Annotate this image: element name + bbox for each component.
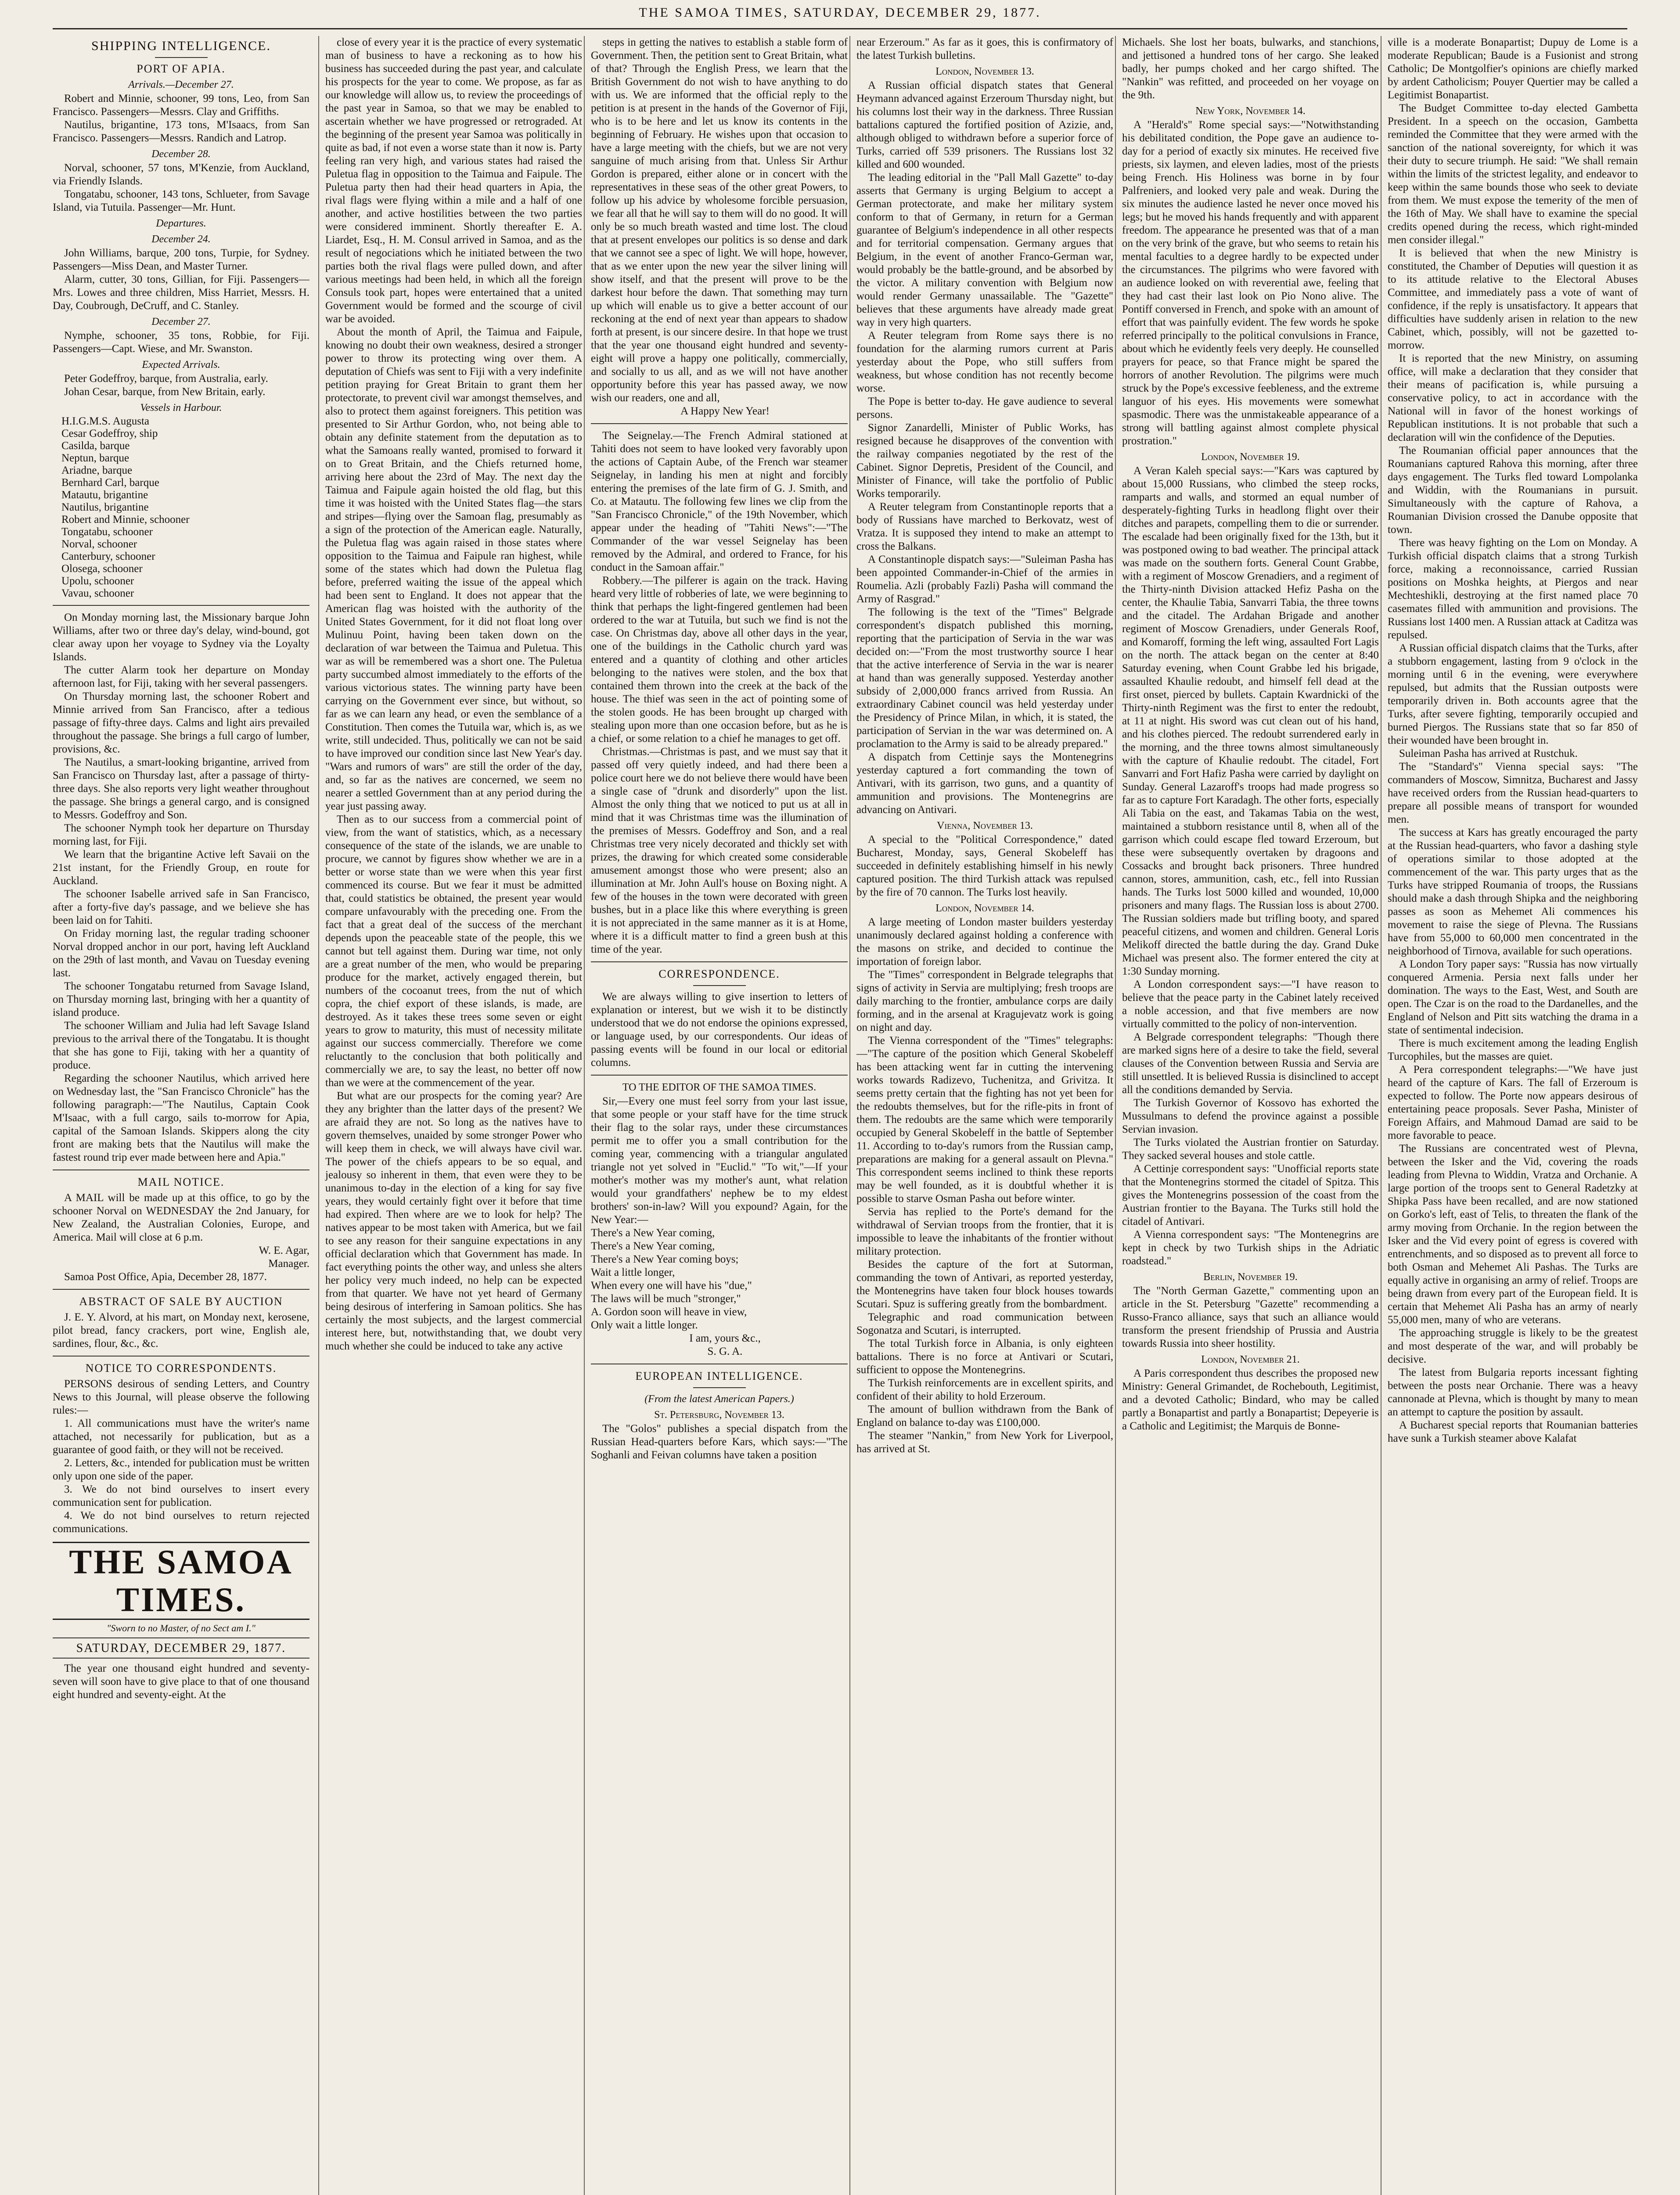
local-news: On Friday morning last, the regular trading schooner Norval dropped anchor in our port, having left Auckland on the 29th of last month, and Vavau on Tuesday evening last. [53,928,309,979]
news-paragraph: A Constantinople dispatch says:—"Suleiman Pasha has been appointed Commander-in-Chief of the armies in Roumelia. Azli (probably Fazli) Pasha will command the Army of Rasgrad." [856,554,1113,605]
expected-entry: Johan Cesar, barque, from New Britain, early. [64,386,266,398]
departures-date: December 27. [151,316,211,327]
verse-line: Wait a little longer, [591,1267,675,1278]
news-paragraph: The "Golos" publishes a special dispatch from the Russian Head-quarters before Kars, which says:—"The Soghanli and Feivan columns have taken a position [591,1423,848,1461]
letter-close: I am, yours &c., [689,1332,761,1344]
arrivals-heading: Arrivals.—December 27. [128,79,234,90]
news-paragraph: It is reported that the new Ministry, on assuming office, will make a declaration that they consider that their means of pacification is, while pursuing a conservative policy, to act in accordance with the National will in favor of the honest workings of Republican institutions. It is not probable that such a declaration will win the confidence of the Deputies. [1388,353,1638,443]
news-paragraph: The latest from Bulgaria reports incessant fighting between the posts near Orchanie. There was a heavy cannonade at Plevna, which is thought by many to mean an attempt to capture the position by assault. [1388,1367,1638,1418]
vessel-list [53,415,309,600]
arrival-entry: Nautilus, brigantine, 173 tons, M'Isaacs, from San Francisco. Passengers—Messrs. Randich and Latrop. [53,119,309,144]
divider [693,985,746,986]
verse-line: When every one will have his "due," [591,1280,752,1292]
local-news: Regarding the schooner Nautilus, which arrived here on Wednesday last, the "San Francisco Chronicle" has the following paragraph:—"The Nautilus, Captain Cook M'Isaac, with a full cargo, sails to-morrow for Apia, capital of the Samoan Islands. Skippers along the city front are making bets that the Nautilus will make the fastest round trip ever made between here and Apia." [53,1072,309,1163]
expected-entry: Peter Godeffroy, barque, from Australia, early. [64,373,268,385]
news-paragraph: The Turkish reinforcements are in excellent spirits, and confident of their ability to hold Erzeroum. [856,1377,1113,1402]
news-paragraph: A Reuter telegram from Constantinople reports that a body of Russians have marched to Berkovatz, west of Vratza. It is supposed they intend to make an attempt to cross the Balkans. [856,501,1113,552]
local-news: The schooner Isabelle arrived safe in San Francisco, after a forty-five day's passage, and we believe she has been laid on for Tahiti. [53,888,309,926]
vessel-item: Upolu, schooner [61,575,134,587]
local-news: The cutter Alarm took her departure on Monday afternoon last, for Fiji, taking with her several passengers. [53,664,309,689]
vessel-item: Neptun, barque [61,452,130,464]
local-news: The schooner Tongatabu returned from Savage Island, on Thursday morning last, bringing with her a quantity of island produce. [53,980,309,1018]
local-news: On Monday morning last, the Missionary barque John Williams, after two or three day's delay, wind-bound, got clear away upon her voyage to Sydney via the Loyalty Islands. [53,612,309,663]
masthead: THE SAMOA TIMES. [53,1542,309,1620]
news-paragraph: The "North German Gazette," commenting upon an article in the St. Petersburg "Gazette" recommending a Russo-Franco alliance, says that such an alliance would transform the present friendship of Prussia and Austria towards Russia into sheer hostility. [1122,1285,1379,1349]
local-news: The Seignelay.—The French Admiral stationed at Tahiti does not seem to have looked very favorably upon the actions of Captain Aube, of the French war steamer Seignelay, in landing his men at night and forcibly entering the premises of the late firm of G. J. Smith, and Co. at Matautu. The following few lines we clip from the "San Francisco Chronicle," of the 19th November, which appear under the heading of "Tahiti News":—"The Commander of the war vessel Seignelay has been removed by the Admiral, and ordered to France, for his conduct in the Samoan affair." [591,430,848,573]
editorial-paragraph: The year one thousand eight hundred and seventy-seven will soon have to give place to that of one thousand eight hundred and seventy-eight. At the [53,1662,309,1701]
vessel-item: H.I.G.M.S. Augusta [61,415,150,427]
column-5 [1115,36,1379,2195]
arrival-entry: Tongatabu, schooner, 143 tons, Schlueter, from Savage Island, via Tutuila. Passenger—Mr. Hunt. [53,188,309,213]
divider [591,423,848,424]
departures-heading: Departures. [156,218,206,229]
news-paragraph: A London correspondent says:—"I have reason to believe that the peace party in the Cabinet lately received a noble accession, and that five members are now virtually committed to the policy of non-intervention. [1122,979,1379,1030]
news-paragraph: Signor Zanardelli, Minister of Public Works, has resigned because he disapproves of the convention with the railway companies negotiated by the rest of the Cabinet. Signor Depretis, President of the Council, and Minister of Finance, will take the portfolio of Public Works temporarily. [856,422,1113,500]
news-paragraph: The steamer "Nankin," from New York for Liverpool, has arrived at St. [856,1430,1113,1455]
head-rule [53,28,1627,29]
mail-notice-text: A MAIL will be made up at this office, to go by the schooner Norval on WEDNESDAY the 2nd January, for New Zealand, the Australian Colonies, Europe, and America. Mail will close at 6 p.m. [53,1192,309,1243]
departures-date: December 24. [151,234,211,245]
editorial-paragraph: Then as to our success from a commercial point of view, from the want of statistics, which, as a necessary consequence of the state of the islands, we are unable to procure, we cannot by figures show whether we are in a better or worse state than we were when this year first commenced its course. But we fear it must be admitted that, could statistics be obtained, the present year would compare unfavourably with the preceding one. From the fact that a great deal of the success of the merchant depends upon the peaceable state of the people, this we cannot but tell against them. During war time, not only are a great number of the men, who would be preparing produce for the market, actively engaged therein, but numbers of the cocoanut trees, from the nut of which copra, the chief export of these islands, is made, are destroyed. As it takes these trees some seven or eight years to grow to maturity, this must of necessity militate against our success commercially. Therefore we come reluctantly to the conclusion that both politically and commercially we are, to say the least, no better off now than we were at the commencement of the year. [325,813,582,1089]
notice-rule: 1. All communications must have the writer's name attached, not necessarily for publication, but as a guarantee of good faith, or they will not be received. [53,1418,309,1456]
news-paragraph: A dispatch from Cettinje says the Montenegrins yesterday captured a fort commanding the town of Antivari, with its garrison, two guns, and a quantity of ammunition and provisions. The Montenegrins are advancing on Antivari. [856,751,1113,816]
news-paragraph: There is much excitement among the leading English Turcophiles, but the masses are quiet. [1388,1037,1638,1062]
verse-line: A. Gordon soon will heave in view, [591,1306,747,1318]
mail-signature-title: Manager. [268,1258,309,1270]
divider [591,961,848,962]
dateline: New York, November 14. [1195,105,1306,117]
vessel-item: Casilda, barque [61,440,130,452]
dateline: London, November 14. [935,903,1034,914]
news-paragraph: A Pera correspondent telegraphs:—"We have just heard of the capture of Kars. The fall of Erzeroum is expected to follow. The Porte now appears desirous of entertaining peace proposals. Sever Pasha, Minister of Foreign Affairs, and Mahmoud Damad are said to be more favorable to peace. [1388,1064,1638,1141]
verse-line: The laws will be much "stronger," [591,1293,741,1305]
news-paragraph: Telegraphic and road communication between Sogonatza and Scutari, is interrupted. [856,1311,1113,1336]
news-paragraph: The Budget Committee to-day elected Gambetta President. In a speech on the occasion, Gambetta reminded the Committee that they were armed with the sanction of the national sovereignty, for which it was their duty to secure triumph. He said: "We shall remain within the limits of the strictest legality, and endeavor to keep within the same bounds those who seek to deviate from them. We must expose the temerity of the men of the 16th of May. We shall have to examine the special credits opened during the recess, which right-minded men consider illegal." [1388,102,1638,246]
vessel-item: Olosega, schooner [61,563,143,575]
news-paragraph: The Turkish Governor of Kossovo has exhorted the Mussulmans to defend the province against a possible Servian invasion. [1122,1097,1379,1135]
departure-entry: John Williams, barque, 200 tons, Turpie, for Sydney. Passengers—Miss Dean, and Master Turner. [53,247,309,272]
news-paragraph: There was heavy fighting on the Lom on Monday. A Turkish official dispatch claims that a strong Turkish force, making a reconnoissance, carried Russian positions on Moshka heights, at Piergos and near Mechteshikli, destroying at the first named place 70 casemates filled with ammunition and provisions. The Russians lost 1400 men. A Russian attack at Caditza was repulsed. [1388,537,1638,641]
vessel-item: Ariadne, barque [61,464,133,476]
verse-line: There's a New Year coming, [591,1227,715,1239]
correspondence-title: CORRESPONDENCE. [658,968,780,980]
arrivals-date: December 28. [151,148,211,160]
local-news: We learn that the brigantine Active left Savaii on the 21st instant, for the Friendly Group, en route for Auckland. [53,849,309,887]
news-paragraph: The success at Kars has greatly encouraged the party at the Russian head-quarters, who favor a dashing style of operations similar to those adopted at the commencement of the war. This party urges that as the Turks have stripped Roumania of troops, the Russians should make a dash through Shipka and the neighboring passes as soon as Mehemet Ali commences his movement to raise the siege of Plevna. The Russians have from 55,000 to 60,000 men concentrated in the neighborhood of Tirnova, available for such operations. [1388,827,1638,957]
vessel-item: Matautu, brigantine [61,489,148,501]
verse-line: There's a New Year coming, [591,1240,715,1252]
news-paragraph: The leading editorial in the "Pall Mall Gazette" to-day asserts that Germany is urging Belgium to accept a German protectorate, and make her military system conform to that of Germany, in return for a German guarantee of Belgium's independence in all other respects and for territorial compensation. Germany argues that Belgium, in the event of another Franco-German war, would probably be the battle-ground, and be absorbed by the victor. A military convention with Belgium now would render Germany unassailable. The "Gazette" believes that these arguments have already made great way in very high quarters. [856,172,1113,328]
dateline: Berlin, November 19. [1203,1271,1298,1283]
news-paragraph: ville is a moderate Bonapartist; Dupuy de Lome is a moderate Republican; Baude is a Fusionist and strong Catholic; De Montgolfier's opinions are chiefly marked by ardent Catholicism; Pouyer Quertier may be called a Legitimist Bonapartist. [1388,36,1638,101]
column-3 [584,36,848,2195]
local-news: The schooner William and Julia had left Savage Island previous to the arrival there of the Tongatabu. It is thought that she has gone to Fiji, taking with her a quantity of produce. [53,1020,309,1071]
divider [591,1075,848,1076]
news-paragraph: A special to the "Political Correspondence," dated Bucharest, Monday, says, General Skobeleff has succeeded in definitely establishing himself in his newly captured position. The third Turkish attack was repulsed by the fire of 70 cannon. The Turks lost heavily. [856,834,1113,898]
editorial-paragraph: close of every year it is the practice of every systematic man of business to have a reckoning as to how his business has succeeded during the past year, and calculate his prospects for the year to come. We propose, as far as our knowledge will allow us, to review the proceedings of the past year in Samoa, so that we may be enabled to ascertain whether we have progressed or retrograded. At the beginning of the present year Samoa was politically in quite as bad, if not even a worse state than it now is. Party feeling ran very high, and various states had raised the Puletua flag in opposition to the Taimua and Faipule. The Puletua party then had their head quarters in Apia, the rival flags were flying within a mile and a half of one another, and active hostilities between the two parties were considered imminent. Shortly thereafter E. A. Liardet, Esq., H. M. Consul arrived in Samoa, and as the result of negociations which he initiated between the two parties both the rival flags were pulled down, and after various meetings had been held, in which all the foreign Consuls took part, hopes were entertained that a united Government would be formed and the scourge of civil war be avoided. [325,36,582,325]
news-paragraph: The Pope is better to-day. He gave audience to several persons. [856,396,1113,421]
verse-line: Only wait a little longer. [591,1319,698,1331]
notice-rule: 2. Letters, &c., intended for publication must be written only upon one side of the paper. [53,1457,309,1482]
dateline: London, November 19. [1201,451,1300,463]
local-news: Christmas.—Christmas is past, and we must say that it passed off very quietly indeed, and had there been a police court here we do not believe there would have been a single case of "drunk and disorderly" upon the list. Almost the only thing that we noticed to put us at all in mind that it was Christmas time was the illumination of the premises of Messrs. Godeffroy and Son, and a real Christmas tree very nicely decorated and thickly set with prizes, the drawing for which created some considerable amusement amongst those who were present; also an illumination at Mr. John Aull's house on Boxing night. A few of the houses in the town were decorated with green bushes, but in a place like this where everything is green it is not appreciated in the same manner as it is at Home, where it is a difficult matter to find a green bush at this time of the year. [591,746,848,955]
column-1 [53,36,309,2195]
news-paragraph: A Belgrade correspondent telegraphs: "Though there are marked signs here of a desire to take the field, several clauses of the Convention between Russia and Servia are still unsettled. It is believed Russia is disinclined to accept all the conditions demanded by Servia. [1122,1031,1379,1096]
vessel-item: Tongatabu, schooner [61,526,153,538]
news-paragraph: A Bucharest special reports that Roumanian batteries have sunk a Turkish steamer above Kalafat [1388,1419,1638,1444]
news-paragraph: The Turks violated the Austrian frontier on Saturday. They sacked several houses and stole cattle. [1122,1137,1379,1162]
column-4 [849,36,1113,2195]
dateline: London, November 13. [935,66,1034,77]
mail-signature-name: W. E. Agar, [259,1245,309,1256]
news-paragraph: The amount of bullion withdrawn from the Bank of England on balance to-day was £100,000. [856,1403,1113,1429]
divider [53,605,309,606]
editorial-paragraph: About the month of April, the Taimua and Faipule, knowing no doubt their own weakness, desired a stronger power to throw its protecting wing over them. A deputation of Chiefs was sent to Fiji with a very indefinite petition praying for Great Britain to grant them her protectorate, to prevent civil war amongst themselves, and also to protect them against foreigners. This petition was presented to Sir Arthur Gordon, who, not being able to obtain any definite statement from the deputation as to what the Samoans really wanted, promised to forward it on to Great Britain, and the Chiefs returned home, arriving here about the 23rd of May. The next day the Taimua and Faipule again hoisted the old flag, but this time it was hoisted with the United States flag—the stars and stripes—flying over the Samoan flag, presumably as a sign of the protection of the American eagle. Naturally, the Puletua flag was again raised in those states where opposition to the Taimua and Faipule ran highest, while some of the states which had down the Puletua flag before, preferred waiting the issue of the appeal which had been sent to England. It does not appear that the American flag was hoisted with the authority of the United States Government, for it did not float long over Mulinuu Point, having been taken down on the declaration of war between the Taimua and Puletua. This war as will be remembered was a short one. The Puletua party succumbed almost immediately to the efforts of the various victorious states. The winning party have been carrying on the Government ever since, but without, so far as we can learn any head, or even the semblance of a Constitution. Then comes the Tutuila war, which is, as we write, still undecided. Thus, politically we can not be said to have improved our condition since last New Year's day. "Wars and rumors of wars" are still the order of the day, and, so far as the natives are concerned, we seem no nearer a settled Government than at any period during the year just passing away. [325,326,582,812]
news-paragraph: The "Standard's" Vienna special says: "The commanders of Moscow, Simnitza, Bucharest and Jassy have received orders from the Russian head-quarters to prepare all possible means of transport for wounded men. [1388,761,1638,825]
news-paragraph: It is believed that when the new Ministry is constituted, the Chamber of Deputies will question it as to its attitude relative to the Electoral Abuses Committee, and immediately pass a vote of want of confidence, if the reply is unsatisfactory. It appears that difficulties have suddenly arisen in relation to the new Cabinet, which, possibly, will not be gazetted to-morrow. [1388,247,1638,351]
news-paragraph: A "Herald's" Rome special says:—"Notwithstanding his debilitated condition, the Pope gave an audience to-day for a period of exactly six minutes. He received five priests, six laymen, and eleven ladies, most of the priests being French. His Holiness was borne in by four Palfreniers, and looked very pale and weak. During the six minutes the audience lasted he never once moved his legs; but he moved his hands frequently and with apparent freedom. The appearance he presented was that of a man on the very brink of the grave, but who seems to retain his mental faculties to a degree hardly to be expected under the circumstances. The pilgrims who were favored with an audience looked on with reverential awe, feeling that they had cast their last look on Pio Nono alive. The Pontiff conversed in French, and spoke with an amount of effort that was painfully evident. The few words he spoke referred principally to the political convulsions in France, about which he evidently feels very deeply. He counselled prayers for peace, so that France might be spared the horrors of another Revolution. The pilgrims were much struck by the Pope's excessive feebleness, and the extreme languor of his eyes. His movements were somewhat spasmodic. There was the unmistakeable appearance of a strong will battling against almost complete physical prostration." [1122,119,1379,447]
news-paragraph: Servia has replied to the Porte's demand for the withdrawal of Servian troops from the frontier, that it is impossible to leave the inhabitants of the frontier without military protection. [856,1206,1113,1257]
motto: "Sworn to no Master, of no Sect am I." [53,1622,309,1638]
news-paragraph: A London Tory paper says: "Russia has now virtually conquered Armenia. Persia next falls under her domination. The ways to the East, West, and South are open. The Czar is on the road to the Dardanelles, and the England of Nelson and Pitt sits watching the drama in a state of sentimental indecision. [1388,958,1638,1036]
columns [53,36,1636,2195]
news-paragraph: The Russians are concentrated west of Plevna, between the Isker and the Vid, covering the roads leading from Plevna to Widdin, Vratza and Orchanie. A large portion of the troops sent to General Radetzky at Shipka Pass have been recalled, and are now stationed on Gorko's left, east of Telis, to threaten the flank of the army moving from Orchanie. In the region between the Isker and the Vid every point of egress is covered with entrenchments, and so disposed as to prevent all force to both Osman and Mehemet Ali Pashas. The Turks are equally active in organising an army of relief. Troops are being drawn from every part of the European field. It is certain that Mehemet Ali Pasha has an army of nearly 55,000 men, many of who are veterans. [1388,1143,1638,1326]
news-paragraph: The following is the text of the "Times" Belgrade correspondent's dispatch published this morning, reporting that the participation of Servia in the war was decided on:—"From the most trustworthy source I hear that the active interference of Servia in the war is nearer at hand than was generally supposed. Yesterday another subsidy of 2,000,000 francs arrived from Russia. An extraordinary Cabinet council was held yesterday under the Presidency of Prince Milan, in which, it is stated, the participation of Servian in the war was determined on. A proclamation to the Army is said to be already prepared." [856,606,1113,750]
news-paragraph: Suleiman Pasha has arrived at Rustchuk. [1399,748,1578,759]
divider [53,1289,309,1290]
divider [693,1387,746,1388]
news-paragraph: The "Times" correspondent in Belgrade telegraphs that signs of activity in Servia are multiplying; fresh troops are daily marching to the frontier, ambulance corps are daily forming, and in the arsenal at Kragujevatz work is going on night and day. [856,969,1113,1033]
vessels-heading: Vessels in Harbour. [140,402,222,414]
news-paragraph: A Russian official dispatch states that General Heymann advanced against Erzeroum Thursday night, but his columns lost their way in the darkness. Three Russian battalions captured the fortified position of Azizie, and, although obliged to withdrawn before a superior force of Turks, carried off 539 prisoners. The Russians lost 32 killed and 600 wounded. [856,79,1113,170]
vessel-item: Nautilus, brigantine [61,501,149,513]
arrival-entry: Robert and Minnie, schooner, 99 tons, Leo, from San Francisco. Passengers—Messrs. Clay and Griffiths. [53,93,309,118]
dateline: Vienna, November 13. [937,820,1033,831]
editorial-paragraph: But what are our prospects for the coming year? Are they any brighter than the latter days of the present? We are afraid they are not. So long as the natives have to govern themselves, unaided by some stronger Power who will keep them in check, we will always have civil war. The power of the chiefs appears to be so equal, and jealousy so inherent in them, that even were they to be unanimous to-day in the election of a king for say five years, they would certainly fight over it before that time had expired. Then where are we to look for help? The natives appear to be most taken with America, but we fail to see any reason for their sanguine expectations in any official declaration which that Government has made. In fact everything points the other way, and unless she alters her policy very much indeed, no help can be expected from that quarter. We have not yet heard of Germany being desirous of interfering in Samoan politics. She has certainly the most subjects, and the largest commercial interest here, but, notwithstanding that, we doubt very much whether she could be induced to take any active [325,1090,582,1352]
local-news: On Thursday morning last, the schooner Robert and Minnie arrived from San Francisco, after a tedious passage of fifty-three days. Calms and light airs prevailed throughout the passage. She brings a full cargo of lumber, provisions, &c. [53,691,309,755]
notice-rule: 3. We do not bind ourselves to insert every communication sent for publication. [53,1483,309,1508]
column-2 [318,36,582,2195]
issue-date: SATURDAY, DECEMBER 29, 1877. [53,1642,309,1659]
correspondence-note: We are always willing to give insertion to letters of explanation or interest, but we wish it to be distinctly understood that we do not endorse the opinions expressed, or language used, by our correspondents. Our ideas of passing events will be found in our local or editorial columns. [591,991,848,1069]
news-paragraph: The Roumanian official paper announces that the Roumanians captured Rahova this morning, after three days engagement. The Turks fled toward Lompolanka and Widdin, with the Roumanians in pursuit. Simultaneously with the capture of Rahova, a Roumanian Division crossed the Danube opposite that town. [1388,445,1638,536]
vessel-item: Robert and Minnie, schooner [61,514,190,525]
news-paragraph: A Cettinje correspondent says: "Unofficial reports state that the Montenegrins stormed the citadel of Spitza. This gives the Montenegrins possession of the coast from the Austrian frontier to the Bayana. The Turks still hold the citadel of Antivari. [1122,1163,1379,1227]
dateline: St. Petersburg, November 13. [654,1409,784,1421]
european-source: (From the latest American Papers.) [644,1393,794,1405]
news-paragraph: A Paris correspondent thus describes the proposed new Ministry: General Grimandet, de Rochebouth, Legitimist, and a devoted Catholic; Bindard, who may be called partly a Bonapartist and partly a Bonapartist; Depeyerie is a Catholic and Legitimist; the Marquis de Bonne- [1122,1367,1379,1432]
correspondents-notice-text: PERSONS desirous of sending Letters, and Country News to this Journal, will please observe the following rules:— [53,1378,309,1416]
running-head: THE SAMOA TIMES, SATURDAY, DECEMBER 29, 1877. [639,5,1041,20]
mail-notice-title: MAIL NOTICE. [137,1176,225,1188]
news-paragraph: The Vienna correspondent of the "Times" telegraphs:—"The capture of the position which General Skobeleff has been attacking went far in cutting the intervening works towards Radizevo, Tuchenitza, and Grivitza. It seems pretty certain that the fighting has not yet been for the redoubts themselves, but for the rifle-pits in front of them. The redoubts are the same which were temporarily occupied by General Skobeleff in the battle of September 11. According to to-day's rumors from the Russian camp, preparations are making for a general assault on Plevna." This correspondent seems inclined to think these reports may be well founded, as it is doubtful whether it is possible to starve Osman Pasha out before winter. [856,1035,1113,1205]
news-paragraph: A large meeting of London master builders yesterday unanimously declared against holding a conference with the masons on strike, and decided to continue the importation of foreign labor. [856,916,1113,968]
vessel-item: Canterbury, schooner [61,551,155,562]
notice-rule: 4. We do not bind ourselves to return rejected communications. [53,1510,309,1535]
port-title: PORT OF APIA. [137,62,226,75]
divider [53,1169,309,1170]
news-paragraph: A Veran Kaleh special says:—"Kars was captured by about 15,000 Russians, who climbed the steep rocks, ramparts and walls, and stormed an equal number of desperately-fighting Turks in headlong flight over their ditches and parapets, compelling them to die or surrender. The escalade had been originally fixed for the 13th, but it was postponed owing to bad weather. The principal attack was made on the southern forts. General Count Grabbe, with a regiment of Moscow Grenadiers, and a regiment of the Thirty-ninth Division attacked Hefiz Pasha on the center, the Khaulie Tabia, Sanvarri Tabia, the three towns and the citadel. The Ardahan Brigade and another regiment of Moscow Grenadiers, under Generals Roof, and Komaroff, forming the left wing, assaulted Fort Lagis on the north. The attack began on the center at 8:40 Saturday evening, when Count Grabbe led his brigade, assaulted Khaulie redoubt, and himself fell dead at the first onset, pierced by bullets. Captain Kwardnicki of the Thirty-ninth Regiment was the first to enter the redoubt, at 11 at night. His sword was cut clean out of his hand, and his clothes pierced. The redoubt surrendered early in the morning, and the three towns almost simultaneously with the capture of Khaulie redoubt. The citadel, Fort Sanvarri and Fort Hafiz Pasha were carried by daylight on Sunday. General Lazaroff's troops had made progress so far as to capture Fort Karadagh. The other forts, especially Ali Tabia on the east, and Takamas Tabia on the west, maintained a stubborn resistance until 8, when all of the garrison which could escape fled toward Erzeroum, but these were subsequently overtaken by dragoons and Cossacks and brought back prisoners. Three hundred cannon, stores, ammunition, cash, etc., fell into Russian hands. The Turks lost 5000 killed and wounded, 10,000 prisoners and many flags. The Russian loss is about 2700. The Russian soldiers made but trifling booty, and spared peaceful citizens, and women and children. General Loris Melikoff directed the battle during the day. Grand Duke Michael was present also. The former entered the city at 1:30 Sunday morning. [1122,465,1379,977]
local-news: Robbery.—The pilferer is again on the track. Having heard very little of robberies of late, we were beginning to think that perhaps the light-fingered gentlemen had been ordered to the war at Tutuila, but such we find is not the case. On Christmas day, above all other days in the year, one of the buildings in the Catholic church yard was entered and a quantity of clothing and other articles belonging to the natives were stolen, and the box that contained them thrown into the creek at the back of the house. The thief was seen in the act of pointing some of the stolen goods. He has been brought up charged with stealing upon more than one occasion before, but as he is a chief, or some relation to a chief he manages to get off. [591,575,848,745]
news-paragraph: A Russian official dispatch claims that the Turks, after a stubborn engagement, lasting from 9 o'clock in the morning until 6 in the evening, were everywhere repulsed, but admits that the Russian outposts were temporarily driven in. Both accounts agree that the Turks, after severe fighting, temporarily occupied and burned Piergos. The Russians state that so far 850 of their wounded have been brought in. [1388,642,1638,746]
auction-title: ABSTRACT OF SALE BY AUCTION [79,1295,283,1308]
news-paragraph: near Erzeroum." As far as it goes, this is confirmatory of the latest Turkish bulletins. [856,36,1113,61]
new-year-greeting: A Happy New Year! [680,405,770,417]
shipping-title: SHIPPING INTELLIGENCE. [91,39,271,53]
letter-signature: S. G. A. [707,1346,743,1357]
letter-body: Sir,—Every one must feel sorry from your last issue, that some people or your staff have for the time struck their flag to the solar rays, under these circumstances permit me to offer you a small contribution for the coming year, commencing with a triangular angulated triangle not yet solved in "Euclid." "To wit,"—If your mother's mother was my mother's aunt, what relation would your grandfathers' nephew be to my eldest brothers' son-in-law? Will you expound? Again, for the New Year:— [591,1095,848,1226]
vessel-item: Bernhard Carl, barque [61,477,159,489]
departure-entry: Alarm, cutter, 30 tons, Gillian, for Fiji. Passengers—Mrs. Lowes and three children, Miss Harriet, Messrs. H. Day, Coubrough, DeCruff, and C. Stanley. [53,273,309,312]
news-paragraph: Michaels. She lost her boats, bulwarks, and stanchions, and jettisoned a hundred tons of her cargo. She leaked badly, her pumps choked and her cargo shifted. The "Nankin" was refitted, and proceeded on her voyage on the 9th. [1122,36,1379,101]
verse-line: There's a New Year coming boys; [591,1253,739,1265]
correspondents-notice-title: NOTICE TO CORRESPONDENTS. [85,1362,277,1375]
local-news: The Nautilus, a smart-looking brigantine, arrived from San Francisco on Thursday last, after a passage of thirty-three days. She also reports very light weather throughout the passage. She brings a general cargo, and is consigned to Messrs. Godeffroy and Son. [53,756,309,821]
column-6 [1381,36,1638,2195]
mail-office: Samoa Post Office, Apia, December 28, 1877. [64,1271,267,1283]
divider [155,57,208,58]
divider [53,1356,309,1357]
dateline: London, November 21. [1201,1354,1300,1365]
auction-text: J. E. Y. Alvord, at his mart, on Monday next, kerosene, pilot bread, fancy crackers, port wine, English ale, sardines, flour, &c., &c. [53,1311,309,1349]
arrival-entry: Norval, schooner, 57 tons, M'Kenzie, from Auckland, via Friendly Islands. [53,162,309,187]
news-paragraph: The total Turkish force in Albania, is only eighteen battalions. There is no force at Antivari or Scutari, sufficient to oppose the Montenegrins. [856,1338,1113,1376]
vessel-item: Vavau, schooner [61,587,134,599]
local-news: The schooner Nymph took her departure on Thursday morning last, for Fiji. [53,822,309,847]
departure-entry: Nymphe, schooner, 35 tons, Robbie, for Fiji. Passengers—Capt. Wiese, and Mr. Swanston. [53,330,309,355]
european-intelligence-title: EUROPEAN INTELLIGENCE. [635,1370,803,1382]
vessel-item: Cesar Godeffroy, ship [61,428,158,439]
news-paragraph: Besides the capture of the fort at Sutorman, commanding the town of Antivari, as reported yesterday, the Montenegrins have taken four block houses towards Scutari. Spuz is suffering greatly from the bombardment. [856,1259,1113,1310]
news-paragraph: The approaching struggle is likely to be the greatest and most desperate of the war, and will probably be decisive. [1388,1327,1638,1365]
letter-heading: TO THE EDITOR OF THE SAMOA TIMES. [622,1082,817,1093]
news-paragraph: A Vienna correspondent says: "The Montenegrins are kept in check by two Turkish ships in the Adriatic roadstead." [1122,1229,1379,1267]
expected-heading: Expected Arrivals. [142,359,220,371]
vessel-item: Norval, schooner [61,538,137,550]
news-paragraph: A Reuter telegram from Rome says there is no foundation for the alarming rumors current at Paris yesterday about the Pope, who still suffers from weakness, but whose condition has not recently become worse. [856,330,1113,394]
editorial-paragraph: steps in getting the natives to establish a stable form of Government. Then, the petition sent to Great Britain, what of that? Through the English Press, we learn that the British Government do not wish to have anything to do with us. We are informed that the official reply to the petition is at present in the hands of the Governor of Fiji, who is to be here and let us know its contents in the beginning of February. He wishes upon that occasion to have a large meeting with the chiefs, but we are not very sanguine of much arising from that. Unless Sir Arthur Gordon is prepared, either alone or in concert with the representatives in these seas of the other great Powers, to follow up his advice by wholesome forcible persuasion, we fear all that he will say to them will do no good. It will only be so much breath wasted and time lost. The cloud that at present envelopes our politics is so dense and dark that we cannot see a spec of light. We will hope, however, that as we enter upon the new year the silver lining will show itself, and that the present will prove to be the darkest hour before the dawn. That something may turn up which will enable us to give a better account of our reckoning at the end of next year than appears to shadow forth at present, is our sincere desire. In that hope we trust that the year one thousand eight hundred and seventy-eight will prove a happy one politically, commercially, and socially to us all, and as we will not have another opportunity before this year has passed away, we now wish our readers, one and all, [591,36,848,404]
